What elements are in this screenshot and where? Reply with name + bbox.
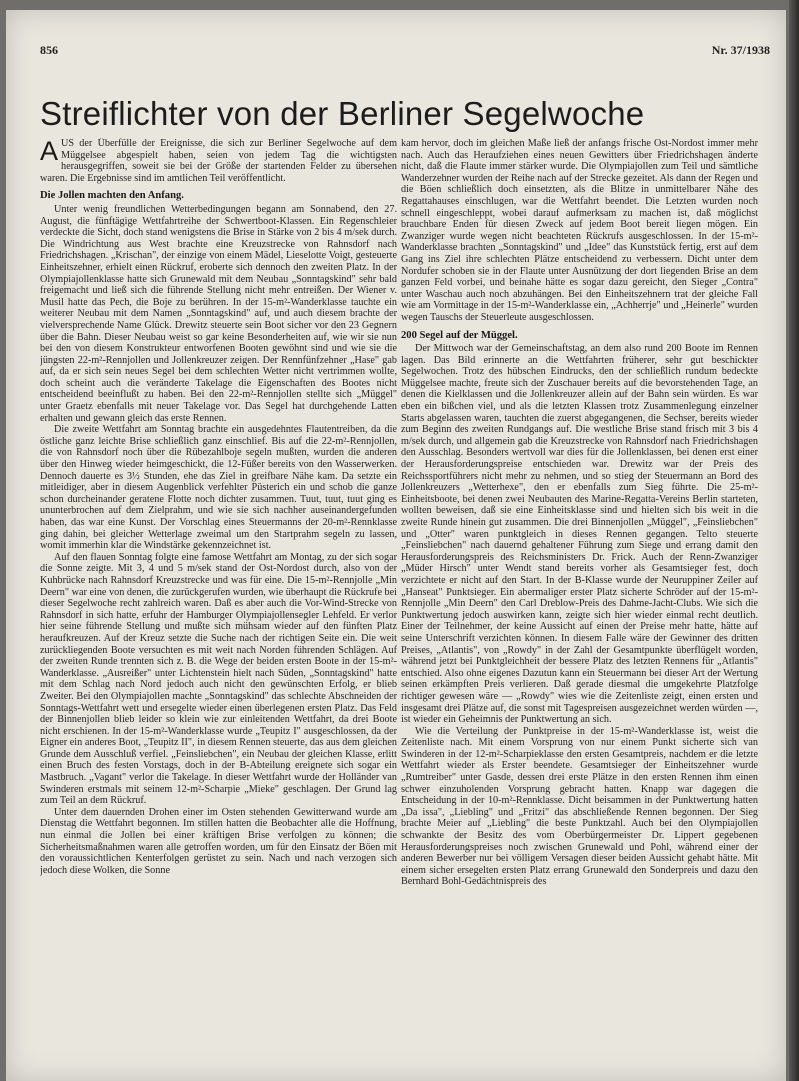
left-column [40, 138, 397, 1073]
article-title: Streiflichter von der Berliner Segelwoche [40, 95, 645, 132]
body-paragraph: Auf den flauen Sonntag folgte eine famose Wettfahrt am Montag, zu der sich sogar die Sonne zeigte. Mit 3, 4 und 5 m/sek stand der Ost-Nordost durch, also von der Kuhbrücke nach Rahnsdorf Kreuzstrecke und was für eine. Die 15-m²-Rennjolle „Min Deern" war eine von denen, die zurückgerufen wurden, wie überhaupt die Rückrufe bei dieser Segelwoche recht zahlreich waren. Daß es aber auch die Vor-Wind-Strecke von Rahnsdorf in sich hatte, erfuhr der Hamburger Olympiajollensegler Lehfeld. Er verlor hier seine führende Stellung und mußte sich mühsam wieder auf den fünften Platz heraufkreuzen. Auf der Kreuz setzte die Suche nach der richtigen Seite ein. Die weit zurückliegenden Boote versuchten es mit weit nach Norden führenden Schlägen. Auf der zweiten Runde trennten sich z. B. die Wege der beiden ersten Boote in der 15-m²-Wanderklasse. „Ausreißer" unter Lichtenstein hielt nach Süden, „Sonntagskind" hatte mit dem Schlag nach Nord jedoch auch nicht den gewünschten Erfolg, er blieb Zweiter. Bei den Olympiajollen machte „Sonntagskind" das schlechte Abschneiden der Sonntags-Wettfahrt wett und ersegelte wieder einen überlegenen ersten Platz. Das Feld der Binnenjollen blieb leider so klein wie zur einleitenden Wettfahrt, da drei Boote nicht erschienen. In der 15-m²-Wanderklasse wurde „Teupitz I" ausgeschlossen, da der Eigner ein anderes Boot, „Teupitz II", in diesem Rennen steuerte, das aus dem gleichen Grunde dem Ausschluß verfiel. „Feinsliebchen", ein Neubau der gleichen Klasse, erlitt einen Bruch des festen Vorstags, doch in der B-Abteilung ereignete sich sogar ein Mastbruch. „Vagant" verlor die Takelage. In dieser Wettfahrt wurde der Holländer van Swinderen erstmals mit seinem 12-m²-Scharpie „Mieke" geschlagen. Der Grund lag zum Teil an dem Rückruf. [40, 551, 397, 807]
body-paragraph: Wie die Verteilung der Punktpreise in der 15-m²-Wanderklasse ist, weist die Zeitenliste nach. Mit einem Vorsprung von nur einem Punkt sicherte sich van Swinderen in der 12-m²-Scharpieklasse den ersten Gesamtpreis, nachdem er die letzte Wettfahrt wieder als Erster beendete. Gesamtsieger der Einheitszehner wurde „Rumtreiber" unter Gasde, dessen drei erste Plätze in den ersten Rennen ihm einen schwer einzuholenden Vorsprung gebracht hatten. Knapp war dagegen die Entscheidung in der 10-m²-Rennklasse. Dicht beisammen in der Punktwertung hatten „Da issa", „Liebling" und „Fritzi" das abschließende Rennen begonnen. Der Sieg brachte Meier auf „Liebling" die beste Punktzahl. Auch bei den Olympiajollen schwankte der Besitz des vom Oberbürgermeister Dr. Lippert gegebenen Herausforderungspreises noch zwischen Grunewald und Pohl, während einer der anderen Bewerber nur bei völligem Versagen dieser beiden Aussicht gehabt hätte. Mit einem sicher ersegelten ersten Platz errang Grunewald den Sonderpreis und dazu den Bernhard Bohl-Gedächtnispreis des [401, 725, 758, 888]
body-paragraph: Die zweite Wettfahrt am Sonntag brachte ein ausgedehntes Flautentreiben, da die östliche ganz leichte Brise schließlich ganz einschlief. Bis auf die 22-m²-Rennjollen, die von Rahnsdorf noch über die Rübezahlboje segeln mußten, wurden die anderen über den Hinweg wieder heimgeschickt, die 12-Füßer bereits von den Wasserwerken. Dennoch dauerte es 3½ Stunden, ehe das Ziel in greifbare Nähe kam. Da setzte ein mitleidiger, aber in diesem Augenblick verfehlter Püsterich ein und schob die ganze schon durcheinander geratene Flotte noch dichter zusammen. Tuut, tuut, tuut ging es ununterbrochen auf dem Zielprahm, und wie sie sich nachher auseinandergefunden haben, das war eine Kunst. Der Vorschlag eines Steuermanns der 20-m²-Rennklasse ging dahin, bei gleicher Wetterlage zweimal um den Startprahm segeln zu lassen, womit immerhin klar die Windstärke gekennzeichnet ist. [40, 424, 397, 552]
magazine-page [6, 10, 786, 1081]
section-heading-200-segel: 200 Segel auf der Müggel. [401, 329, 518, 341]
body-paragraph: Unter wenig freundlichen Wetterbedingungen begann am Sonnabend, den 27. August, die fünftägige Wettfahrtreihe der Schwertboot-Klassen. Ein Regenschleier verdeckte die Sicht, doch stand wenigstens die Brise in Stärke von 2 bis 4 m/sek durch. Die Windrichtung aus West brachte eine Kreuzstrecke von Rahnsdorf nach Friedrichshagen. „Krischan", der einzige von einem Mädel, Lieselotte Voigt, gesteuerte Einheitszehner, erhielt einen Rückruf, eroberte sich dennoch den zweiten Platz. In der Olympiajollenklasse hatte sich Grunewald mit dem Neubau „Sonntagskind" sehr bald freigemacht und ließ sich die führende Stellung nicht mehr entreißen. Der Wiener v. Musil hatte das Pech, die Boje zu berühren. In der 15-m²-Wanderklasse tauchte ein weiterer Neubau mit dem Namen „Sonntagskind" auf, und auch diesem brachte der vielversprechende Name Glück. Drewitz steuerte sein Boot sicher vor den 23 Gegnern über die Bahn. Dieser Neubau weist so gar keine Besonderheiten auf, wie wir sie nun bei den von diesem Konstrukteur entworfenen Booten gewöhnt sind und wie sie die jüngsten 22-m²-Rennjollen und Jollenkreuzer zeigen. Der Rennfünfzehner „Hase" gab auf, da er sich sein neues Segel bei dem schlechten Wetter nicht vertrimmen wollte, doch scheint auch die veränderte Takelage die Eigenschaften des Bootes nicht entscheidend beeinflußt zu haben. Bei den 22-m²-Rennjollen stellte sich „Müggel" unter Graetz ebenfalls mit neuer Takelage vor. Das Segel hat durchgehende Latten erhalten und gewann gleich das erste Rennen. [40, 203, 397, 424]
right-column [401, 138, 758, 1073]
body-paragraph: Der Mittwoch war der Gemeinschaftstag, an dem also rund 200 Boote im Rennen lagen. Das Bild erinnerte an die Wettfahrten früherer, sehr gut beschickter Segelwochen. Trotz des hübschen Eindrucks, den der schließlich rundum bedeckte Müggelsee machte, freute sich der Zuschauer bereits auf die bevorstehenden Tage, an denen die Kielklassen und die Jollenkreuzer allein auf der Bahn sein würden. Es war eben ein bißchen viel, und als die letzten Klassen trotz Zusammenlegung einzelner Starts abgelassen waren, tauchten die zuerst abgegangenen, die Sechser, bereits wieder zum Beginn des zweiten Rundgangs auf. Die westliche Brise stand frisch mit 3 bis 4 m/sek durch, und allgemein gab die Kreuzstrecke von Rahnsdorf nach Friedrichshagen den Ausschlag. Besonders wertvoll war dies für die Jollenklassen, bei denen erst einer der Herausforderungspreise entschieden war. Drewitz war der Preis des Reichssportführers nicht mehr zu nehmen, und so stieg der Steuermann an Bord des Jollenkreuzers „Wetterhexe", den er ebenfalls zum Sieg führte. Die 25-m²-Einheitsboote, bei denen zwei Neubauten des Marine-Regatta-Vereins Berlin starteten, wollten beweisen, daß sie eine Einheitsklasse sind und hielten sich bis weit in die zweite Runde hinein gut zusammen. Die drei Binnenjollen „Müggel", „Feinsliebchen" und „Otter" waren punktgleich in dieses Rennen gegangen. Telto steuerte „Feinsliebchen" nach dauernd gehaltener Führung zum Siege und errang damit den Herausforderungspreis des Reichsministers Dr. Frick. Auch der Renn-Zwanziger „Müder Hirsch" unter Wendt stand bereits vorher als Gesamtsieger fest, doch verzichtete er nicht auf den Start. In der B-Klasse wurde der Neuruppiner Zeiler auf „Hanseat" Punktsieger. Ein abermaliger erster Platz sicherte Schröder auf der 15-m²-Rennjolle „Min Deern" den Carl Dreblow-Preis des Dahme-Jacht-Clubs. Wie sich die Punktwertung jedoch auswirken kann, zeigte sich hier wieder einmal recht deutlich. Einer der Teilnehmer, der keine Aussicht auf einen der Preise mehr hatte, hätte auf seine Unterschrift verzichten können. In diesem Falle wäre der Gewinner des dritten Preises, „Atlantis", von „Rowdy" in der Zahl der Gesamtpunkte überflügelt worden, während jetzt bei Punktgleichheit der bessere Platz des letzten Rennens für „Atlantis" entschied. Also ohne eigenes Dazutun kann ein Steuermann bei dieser Art der Wertung seinen erkämpften Preis verlieren. Daß gerade diesmal die umgekehrte Platzfolge richtiger gewesen wäre — „Rowdy" wies wie die Zeitenliste zeigt, einen ersten und insgesamt drei Plätze auf, die sonst mit Tagespreisen ausgezeichnet werden würden —, ist wieder ein Geheimnis der Punktwertung an sich. [401, 343, 758, 726]
body-paragraph-continued: kam hervor, doch im gleichen Maße ließ der anfangs frische Ost-Nordost immer mehr nach. Auch das Heraufziehen eines neuen Gewitters über Friedrichshagen änderte nicht, daß die Flaute immer stärker wurde. Die Olympiajollen zum Teil und sämtliche Wanderzehner wurden der Reihe nach auf der Strecke gezeitet. Als dann der Regen und die Böen schließlich doch einsetzten, als die Blitze in unmittelbarer Nähe des Regattahauses einschlugen, war die Wettfahrt beendet. Die Letzten wurden noch schnell eingeschleppt, wobei darauf aufmerksam zu machen ist, daß möglichst brauchbare Enden für diesen Zweck auf jedem Boot bereit liegen mögen. Ein Zwanziger wurde wegen nicht beachteten Rückrufs ausgeschlossen. In der 15-m²-Wanderklasse brachten „Sonntagskind" und „Idee" das Kunststück fertig, erst auf dem Gang ins Ziel ihre schlechten Plätze entscheidend zu verbessern. Dicht unter dem Nordufer schoben sie in der Flaute unter Ausnützung der dort liegenden Brise an dem ganzen Feld vorbei, und beinahe hätte es sogar dazu gereicht, den Sieger „Contra" unter Waschau auch noch abzuhängen. Bei den Einheitszehnern trat der gleiche Fall wie am Vormittage in der 15-m²-Wanderklasse ein, „Achherrje" und „Heinerle" wurden wegen Tauschs der Steuerleute ausgeschlossen. [401, 138, 758, 323]
intro-paragraph [40, 138, 397, 184]
section-heading-jollen: Die Jollen machten den Anfang. [40, 190, 184, 202]
drop-cap: A [40, 138, 59, 166]
issue-number: Nr. 37/1938 [711, 43, 770, 57]
page-number: 856 [40, 43, 58, 57]
book-spine-shadow [789, 0, 799, 1081]
intro-text: US der Überfülle der Ereignisse, die sich zur Berliner Segelwoche auf dem Müggelsee abgespielt haben, seien von jedem Tag die wichtigsten herausgegriffen, soweit sie bei der Größe der startenden Felder zu übersehen waren. Die Ergebnisse sind im amtlichen Teil veröffentlicht. [40, 138, 397, 184]
body-paragraph: Unter dem dauernden Drohen einer im Osten stehenden Gewitterwand wurde am Dienstag die Wettfahrt begonnen. Im stillen hatten die Beobachter alle die Hoffnung, nun einmal die Jollen bei einer kräftigen Brise verfolgen zu können; die Sicherheitsmaßnahmen waren alle getroffen worden, um für den Einsatz der Böen mit den voraussichtlichen Kenterfolgen gerüstet zu sein. Nach und nach verzogen sich jedoch diese Wolken, die Sonne [40, 806, 397, 876]
